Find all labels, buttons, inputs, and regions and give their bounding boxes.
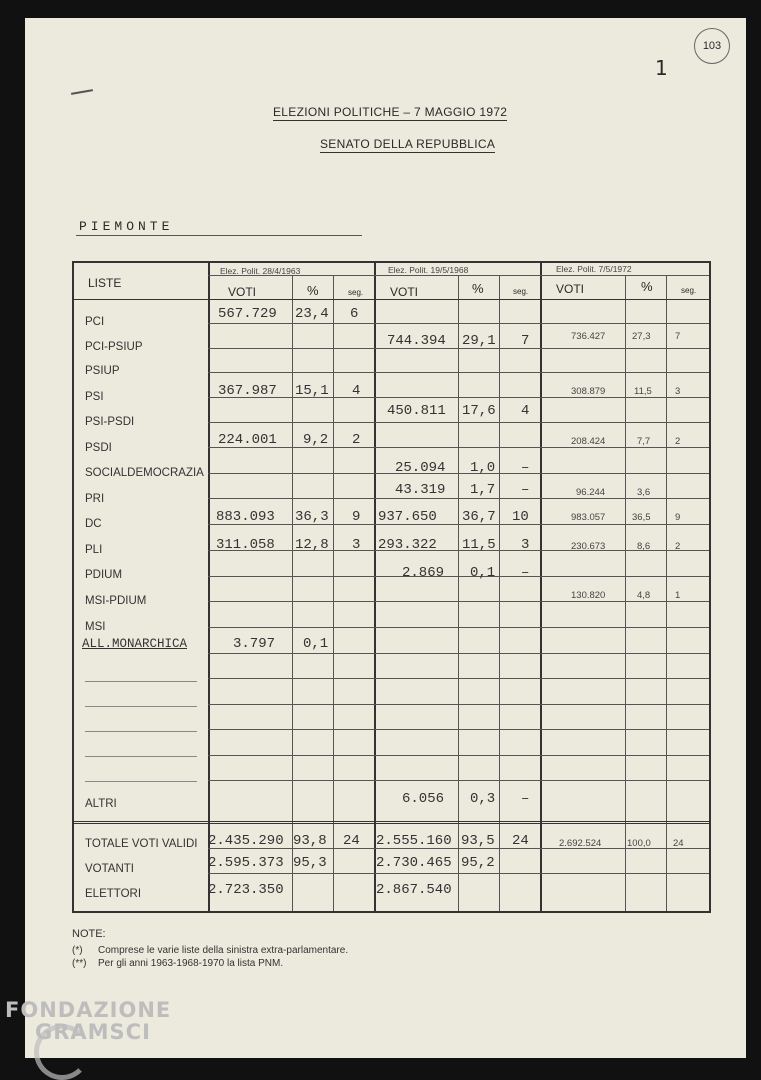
totale-1972-seg: 24 (673, 838, 684, 849)
dc-1968-pct: 36,7 (462, 509, 496, 525)
notes-title: NOTE: (72, 928, 106, 940)
votanti-1963-pct: 95,3 (293, 855, 327, 871)
region-title: PIEMONTE (79, 219, 174, 234)
pdium-1968-pct: 0,1 (470, 565, 496, 581)
table-group-divider (540, 261, 542, 911)
table-border-right (709, 261, 711, 913)
party-msi-pdium: MSI-PDIUM (85, 595, 147, 607)
psdi-1972-pct: 7,7 (637, 436, 651, 447)
header-period-1968: Elez. Polit. 19/5/1968 (388, 265, 469, 275)
header-voti-1963: VOTI (228, 285, 257, 299)
note-1-text: Comprese le varie liste della sinistra extra-parlamentare. (98, 945, 349, 956)
totale-1972-pct: 100,0 (627, 838, 651, 849)
elettori-1963-voti: 2.723.350 (208, 882, 284, 898)
all-monarchica-1963-voti: 3.797 (233, 636, 276, 652)
pdium-1968-seg: – (521, 565, 530, 581)
totale-1968-seg: 24 (512, 833, 529, 849)
header-seg-1972: seg. (681, 286, 697, 295)
table-group-divider (374, 261, 376, 911)
header-pct-1972: % (641, 279, 653, 294)
votanti-1968-pct: 95,2 (461, 855, 495, 871)
pci-1963-pct: 23,4 (295, 306, 329, 322)
table-row-line (208, 755, 709, 756)
table-column-divider (499, 275, 500, 911)
header-period-1972: Elez. Polit. 7/5/1972 (556, 264, 632, 274)
table-row-line (208, 348, 709, 349)
pci-psiup-1968-seg: 7 (521, 333, 530, 349)
table-row-line (208, 576, 709, 577)
blank-row-line (85, 731, 197, 732)
party-msi: MSI (85, 621, 106, 633)
table-row-line (208, 422, 709, 423)
heading-senate: SENATO DELLA REPUBBLICA (320, 137, 496, 151)
blank-row-line (85, 756, 197, 757)
psdi-1963-voti: 224.001 (218, 432, 277, 448)
pci-psiup-1972-pct: 27,3 (632, 331, 651, 342)
msi-pdium-1972-seg: 1 (675, 590, 681, 601)
table-header-bottom (72, 299, 709, 300)
blank-row-line (85, 781, 197, 782)
psdi-1972-seg: 2 (675, 436, 681, 447)
pli-1968-seg: 3 (521, 537, 530, 553)
pli-1963-voti: 311.058 (216, 537, 275, 553)
header-voti-1968: VOTI (390, 285, 419, 299)
pli-1963-pct: 12,8 (295, 537, 329, 553)
totale-1972-voti: 2.692.524 (559, 838, 602, 849)
totale-1968-pct: 93,5 (461, 833, 495, 849)
table-column-divider (333, 275, 334, 911)
pli-1968-voti: 293.322 (378, 537, 437, 553)
table-totals-separator (72, 821, 709, 822)
watermark-g-icon (34, 1024, 90, 1080)
all-monarchica-1963-pct: 0,1 (303, 636, 329, 652)
pli-1972-voti: 230.673 (571, 541, 606, 552)
pci-psiup-1968-pct: 29,1 (462, 333, 496, 349)
psi-1972-pct: 11,5 (634, 386, 652, 397)
psi-psdi-1968-seg: 4 (521, 403, 530, 419)
table-column-divider (292, 275, 293, 911)
party-psiup: PSIUP (85, 365, 120, 377)
party-pli: PLI (85, 544, 103, 556)
archive-number: 103 (702, 40, 722, 52)
note-2-marker: (**) (72, 958, 87, 969)
note-1-marker: (*) (72, 945, 83, 956)
psi-1972-seg: 3 (675, 386, 681, 397)
totale-1963-seg: 24 (343, 833, 360, 849)
pri-1972-voti: 96.244 (576, 487, 606, 498)
table-row-line (208, 627, 709, 628)
table-row-line (208, 653, 709, 654)
label-votanti: VOTANTI (85, 863, 134, 875)
psi-psdi-1968-voti: 450.811 (387, 403, 446, 419)
table-column-divider (666, 275, 667, 911)
party-dc: DC (85, 518, 102, 530)
label-elettori: ELETTORI (85, 888, 142, 900)
votanti-1963-voti: 2.595.373 (208, 855, 284, 871)
header-voti-1972: VOTI (556, 282, 585, 296)
table-group-divider (208, 261, 210, 911)
psi-psdi-1968-pct: 17,6 (462, 403, 496, 419)
region-underline (76, 235, 362, 236)
dc-1972-voti: 983.057 (571, 512, 606, 523)
table-row-line (208, 397, 709, 398)
table-border-bottom (72, 911, 709, 913)
label-totale-voti-validi: TOTALE VOTI VALIDI (85, 838, 198, 850)
table-row-line (208, 447, 709, 448)
table-row-line (208, 550, 709, 551)
table-row-line (208, 323, 709, 324)
table-row-line (208, 498, 709, 499)
table-border-top (72, 261, 709, 263)
psi-1963-voti: 367.987 (218, 383, 277, 399)
dc-1972-seg: 9 (675, 512, 681, 523)
party-altri: ALTRI (85, 798, 117, 810)
table-totals-separator (72, 823, 709, 824)
pci-psiup-1968-voti: 744.394 (387, 333, 446, 349)
psi-1963-pct: 15,1 (295, 383, 329, 399)
archive-number-circle (694, 28, 730, 64)
table-row-line (208, 873, 709, 874)
header-pct-1963: % (307, 283, 319, 298)
elettori-1968-voti: 2.867.540 (376, 882, 452, 898)
table-border-left (72, 261, 74, 913)
totale-1963-voti: 2.435.290 (208, 833, 284, 849)
table-row-line (208, 678, 709, 679)
header-liste: LISTE (88, 276, 122, 290)
altri-1968-seg: – (521, 791, 530, 807)
table-row-line (208, 729, 709, 730)
party-pci: PCI (85, 316, 105, 328)
party-pci-psiup: PCI-PSIUP (85, 341, 143, 353)
page-number: 1 (655, 56, 668, 80)
table-row-line (208, 372, 709, 373)
totale-1963-pct: 93,8 (293, 833, 327, 849)
table-column-divider (458, 275, 459, 911)
dc-1968-voti: 937.650 (378, 509, 437, 525)
socialdemocrazia-1968-seg: – (521, 460, 530, 476)
dc-1972-pct: 36,5 (632, 512, 651, 523)
dc-1968-seg: 10 (512, 509, 529, 525)
table-row-line (208, 473, 709, 474)
heading-elections: ELEZIONI POLITICHE – 7 MAGGIO 1972 (273, 105, 508, 119)
pli-1972-seg: 2 (675, 541, 681, 552)
watermark-line-1: FONDAZIONE (5, 998, 172, 1022)
watermark-line-2: GRAMSCI (35, 1020, 151, 1044)
socialdemocrazia-1968-voti: 25.094 (395, 460, 446, 476)
pci-psiup-1972-voti: 736.427 (571, 331, 606, 342)
party-pdium: PDIUM (85, 569, 123, 581)
dc-1963-voti: 883.093 (216, 509, 275, 525)
table-row-line (208, 780, 709, 781)
msi-pdium-1972-voti: 130.820 (571, 590, 606, 601)
header-pct-1968: % (472, 281, 484, 296)
pli-1963-seg: 3 (352, 537, 361, 553)
party-pri: PRI (85, 493, 105, 505)
pri-1968-voti: 43.319 (395, 482, 446, 498)
pdium-1968-voti: 2.869 (402, 565, 445, 581)
dc-1963-seg: 9 (352, 509, 361, 525)
pci-1963-voti: 567.729 (218, 306, 277, 322)
totale-1968-voti: 2.555.160 (376, 833, 452, 849)
pri-1968-seg: – (521, 482, 530, 498)
header-period-1963: Elez. Polit. 28/4/1963 (220, 266, 301, 276)
blank-row-line (85, 681, 197, 682)
psdi-1972-voti: 208.424 (571, 436, 606, 447)
dc-1963-pct: 36,3 (295, 509, 329, 525)
votanti-1968-voti: 2.730.465 (376, 855, 452, 871)
psi-1963-seg: 4 (352, 383, 361, 399)
party-psi-psdi: PSI-PSDI (85, 416, 135, 428)
pli-1972-pct: 8,6 (637, 541, 651, 552)
socialdemocrazia-1968-pct: 1,0 (470, 460, 496, 476)
party-socialdemocrazia: SOCIALDEMOCRAZIA (85, 467, 204, 479)
header-seg-1963: seg. (348, 288, 364, 297)
table-column-divider (625, 275, 626, 911)
party-psdi: PSDI (85, 442, 112, 454)
watermark-logo (5, 998, 171, 1044)
psi-1972-voti: 308.879 (571, 386, 606, 397)
msi-pdium-1972-pct: 4,8 (637, 590, 651, 601)
pci-1963-seg: 6 (350, 306, 359, 322)
psdi-1963-pct: 9,2 (303, 432, 329, 448)
table-row-line (208, 601, 709, 602)
pli-1968-pct: 11,5 (462, 537, 496, 553)
pci-psiup-1972-seg: 7 (675, 331, 681, 342)
pri-1968-pct: 1,7 (470, 482, 496, 498)
note-2-text: Per gli anni 1963-1968-1970 la lista PNM. (98, 958, 284, 969)
party-all-monarchica: ALL.MONARCHICA (82, 637, 188, 651)
pri-1972-pct: 3,6 (637, 487, 651, 498)
party-psi: PSI (85, 391, 104, 403)
blank-row-line (85, 706, 197, 707)
table-row-line (208, 704, 709, 705)
altri-1968-voti: 6.056 (402, 791, 445, 807)
table-row-line (208, 524, 709, 525)
header-seg-1968: seg. (513, 287, 529, 296)
psdi-1963-seg: 2 (352, 432, 361, 448)
altri-1968-pct: 0,3 (470, 791, 496, 807)
